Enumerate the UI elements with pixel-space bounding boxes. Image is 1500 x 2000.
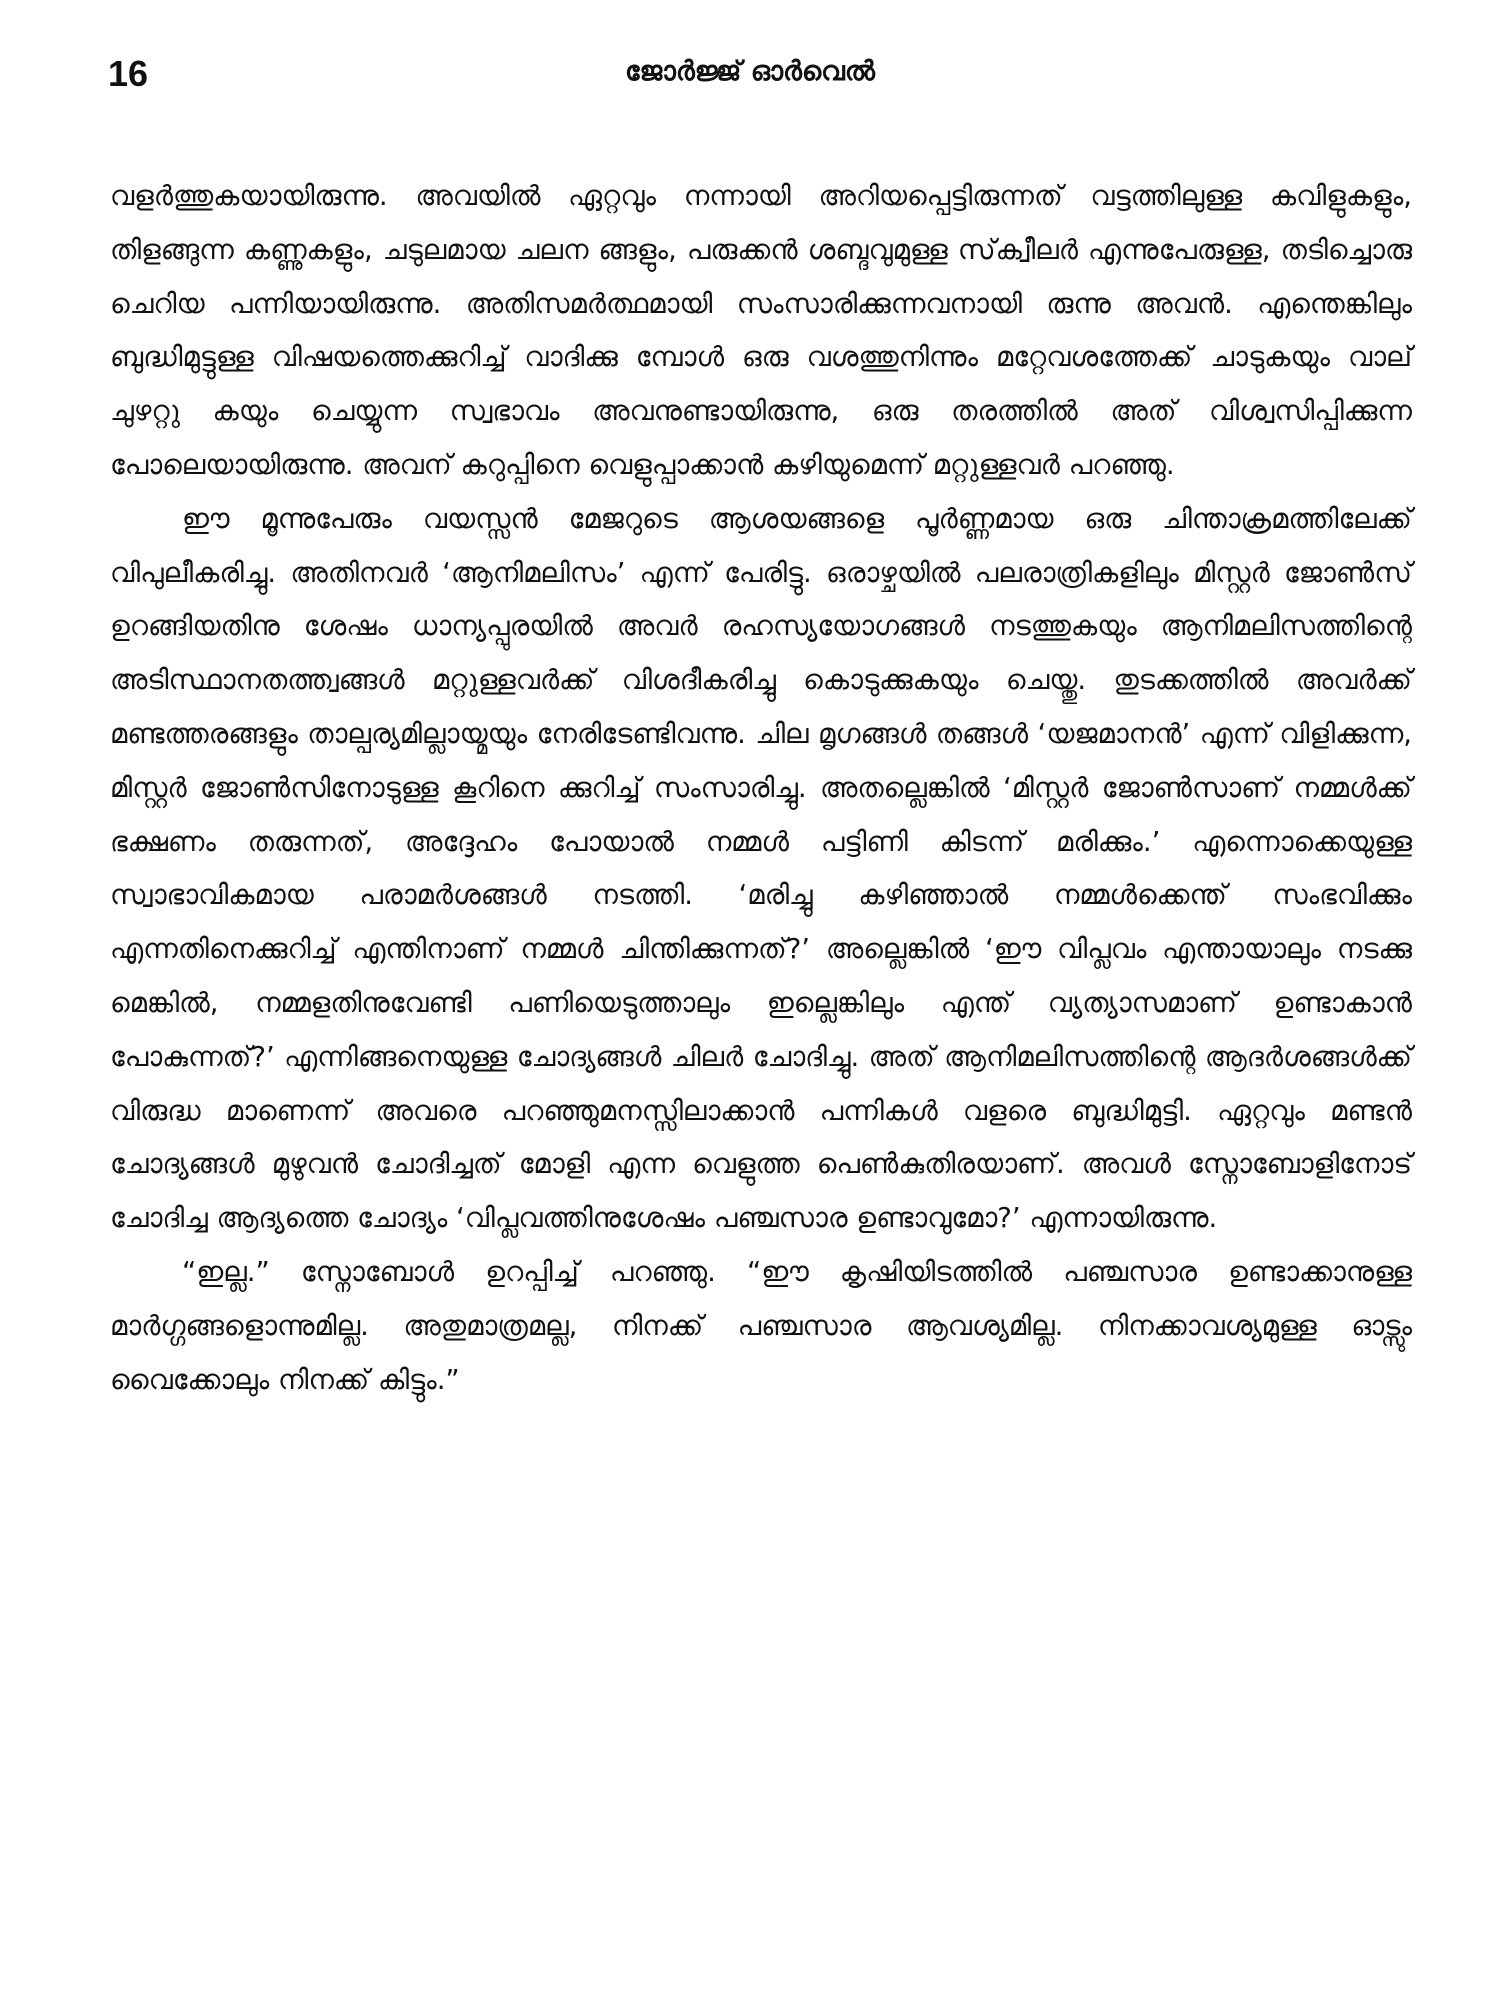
page-number: 16 (108, 53, 149, 94)
paragraph-3: “ഇല്ല.” സ്നോബോൾ ഉറപ്പിച്ച് പറഞ്ഞു. “ഈ കൃഷിയിടത്തിൽ പഞ്ചസാര ഉണ്ടാക്കാനുള്ള മാർഗ്ഗങ്ങളൊന്നുമില്ല. അതുമാത്രമല്ല, നിനക്ക് പഞ്ചസാര ആവശ്യമില്ല. നിനക്കാവശ്യമുള്ള ഓട്സും വൈക്കോലും നിനക്ക് കിട്ടും.” (110, 1255, 1412, 1396)
body-text (110, 170, 1412, 1407)
running-title: ജോർജ്ജ് ഓർവെൽ (625, 56, 875, 87)
paragraph-2: ഈ മൂന്നുപേരും വയസ്സൻ മേജറുടെ ആശയങ്ങളെ പൂർണ്ണമായ ഒരു ചിന്താക്രമത്തിലേക്ക് വിപുലീകരിച്ചു. അതിനവർ ‘ആനിമലിസം’ എന്ന് പേരിട്ടു. ഒരാഴ്ചയിൽ പലരാത്രികളിലും മിസ്റ്റർ ജോൺസ് ഉറങ്ങിയതിനു ശേഷം ധാന്യപ്പുരയിൽ അവർ രഹസ്യയോഗങ്ങൾ നടത്തുകയും ആനിമലിസത്തിന്റെ അടിസ്ഥാനതത്ത്വങ്ങൾ മറ്റുള്ളവർക്ക് വിശദീകരിച്ചു കൊടുക്കുകയും ചെയ്തു. തുടക്കത്തിൽ അവർക്ക് മണ്ടത്തരങ്ങളും താല്പര്യമില്ലായ്മയും നേരിടേണ്ടിവന്നു. ചില മൃഗങ്ങൾ തങ്ങൾ ‘യജമാനൻ’ എന്ന് വിളിക്കുന്ന, മിസ്റ്റർ ജോൺസിനോടുള്ള കൂറിനെ ക്കുറിച്ച് സംസാരിച്ചു. അതല്ലെങ്കിൽ ‘മിസ്റ്റർ ജോൺസാണ് നമ്മൾക്ക് ഭക്ഷണം തരുന്നത്, അദ്ദേഹം പോയാൽ നമ്മൾ പട്ടിണി കിടന്ന് മരിക്കും.’ എന്നൊക്കെയുള്ള സ്വാഭാവികമായ പരാമർശങ്ങൾ നടത്തി. ‘മരിച്ചു കഴിഞ്ഞാൽ നമ്മൾക്കെന്ത് സംഭവിക്കും എന്നതിനെക്കുറിച്ച് എന്തിനാണ് നമ്മൾ ചിന്തിക്കുന്നത്?’ അല്ലെങ്കിൽ ‘ഈ വിപ്ലവം എന്തായാലും നടക്കു മെങ്കിൽ, നമ്മളതിനുവേണ്ടി പണിയെടുത്താലും ഇല്ലെങ്കിലും എന്ത് വ്യത്യാസമാണ് ഉണ്ടാകാൻ പോകുന്നത്?’ എന്നിങ്ങനെയുള്ള ചോദ്യങ്ങൾ ചിലർ ചോദിച്ചു. അത് ആനിമലിസത്തിന്റെ ആദർശങ്ങൾക്ക് വിരുദ്ധ മാണെന്ന് അവരെ പറഞ്ഞുമനസ്സിലാക്കാൻ പന്നികൾ വളരെ ബുദ്ധിമുട്ടി. ഏറ്റവും മണ്ടൻ ചോദ്യങ്ങൾ മുഴുവൻ ചോദിച്ചത് മോളി എന്ന വെളുത്ത പെൺകുതിരയാണ്. അവൾ സ്നോബോളിനോട് ചോദിച്ച ആദ്യത്തെ ചോദ്യം ‘വിപ്ലവത്തിനുശേഷം പഞ്ചസാര ഉണ്ടാവുമോ?’ എന്നായിരുന്നു. (110, 502, 1412, 1235)
paragraph-1: വളർത്തുകയായിരുന്നു. അവയിൽ ഏറ്റവും നന്നായി അറിയപ്പെട്ടിരുന്നത് വട്ടത്തിലുള്ള കവിളുകളും, തിളങ്ങുന്ന കണ്ണുകളും, ചടുലമായ ചലന ങ്ങളും, പരുക്കൻ ശബ്ദവുമുള്ള സ്‌ക്വീലർ എന്നുപേരുള്ള, തടിച്ചൊരു ചെറിയ പന്നിയായിരുന്നു. അതിസമർത്ഥമായി സംസാരിക്കുന്നവനായി രുന്നു അവൻ. എന്തെങ്കിലും ബുദ്ധിമുട്ടുള്ള വിഷയത്തെക്കുറിച്ച് വാദിക്കു മ്പോൾ ഒരു വശത്തുനിന്നും മറ്റേവശത്തേക്ക് ചാടുകയും വാല് ചുഴറ്റു കയും ചെയ്യുന്ന സ്വഭാവം അവനുണ്ടായിരുന്നു, ഒരു തരത്തിൽ അത് വിശ്വസിപ്പിക്കുന്ന പോലെയായിരുന്നു. അവന് കറുപ്പിനെ വെളുപ്പാക്കാൻ കഴിയുമെന്ന് മറ്റുള്ളവർ പറഞ്ഞു. (110, 180, 1412, 481)
